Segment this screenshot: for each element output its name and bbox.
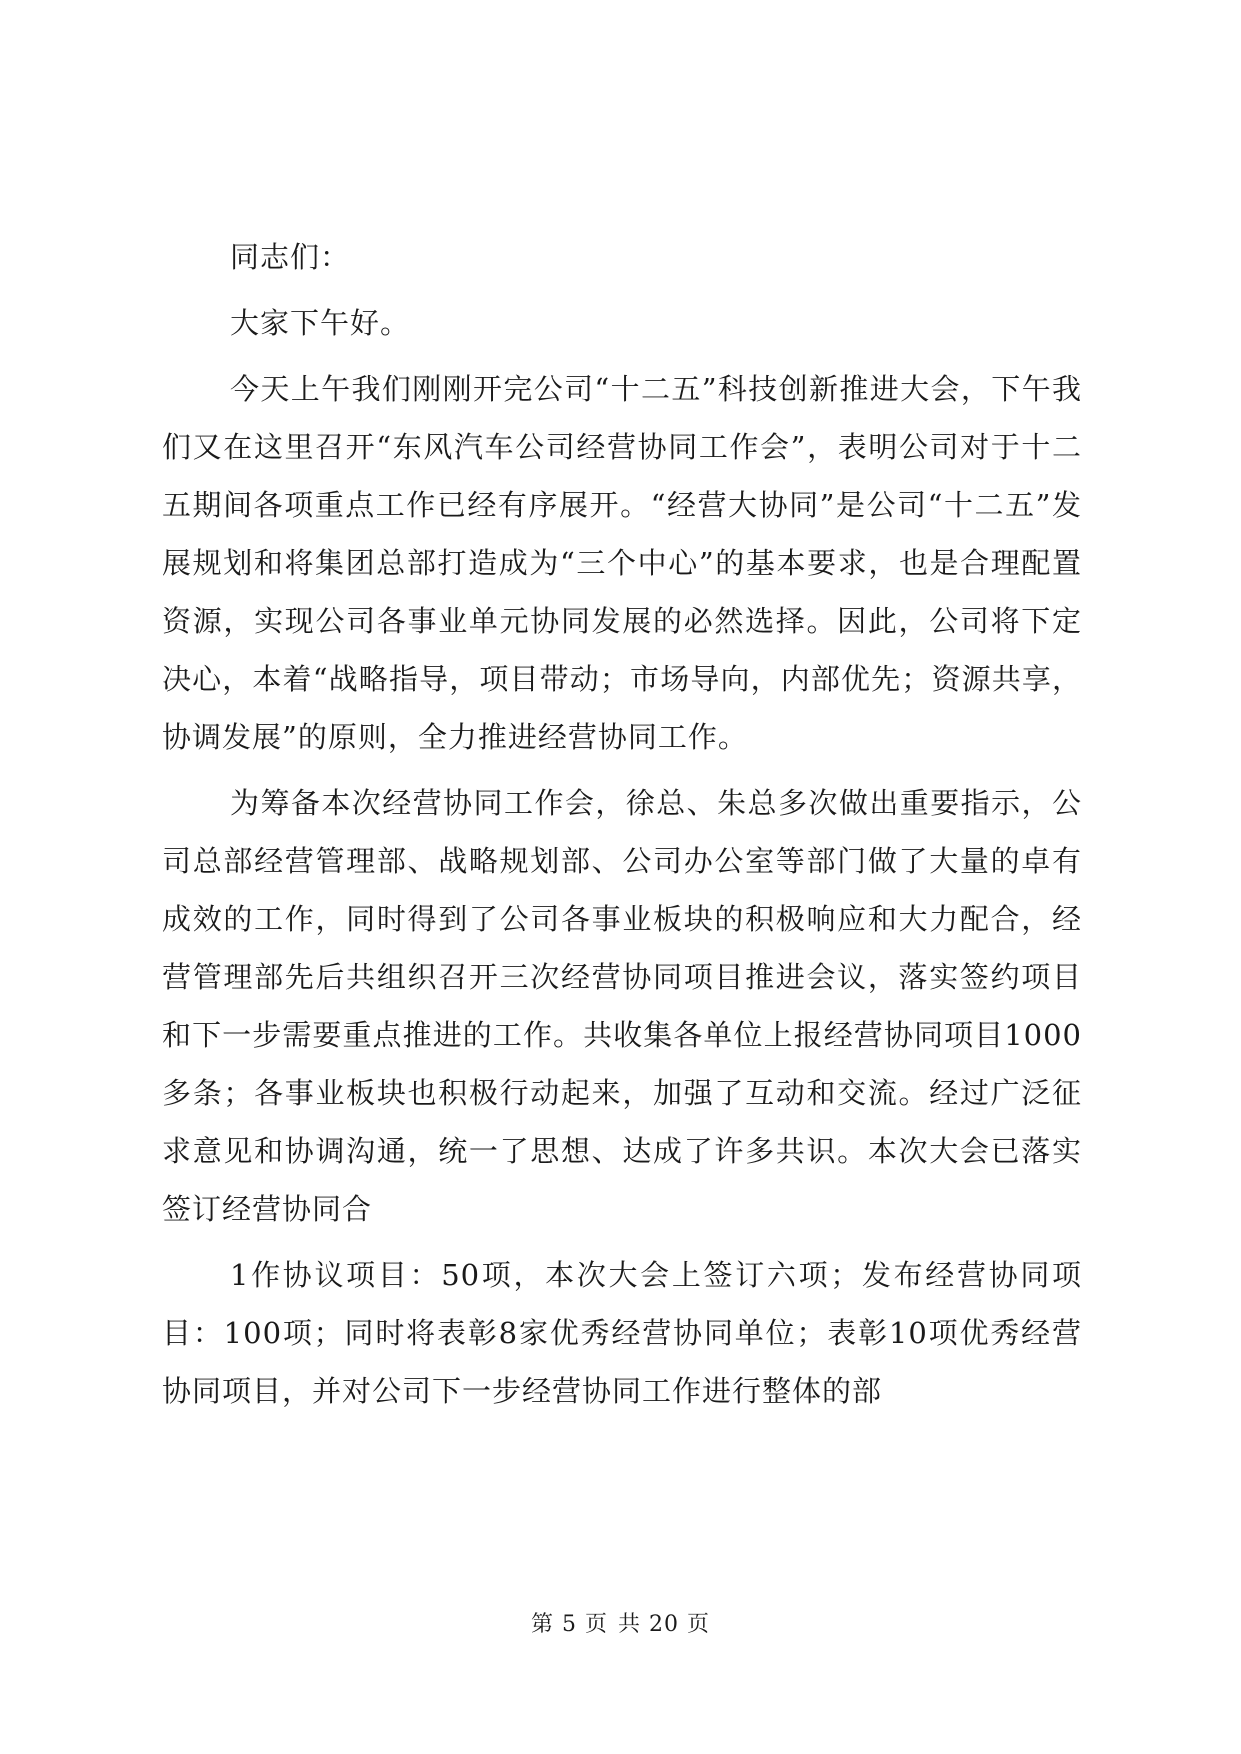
paragraph-preparation: 为筹备本次经营协同工作会，徐总、朱总多次做出重要指示，公司总部经营管理部、战略规划部、公司办公室等部门做了大量的卓有成效的工作，同时得到了公司各事业板块的积极响应和大力配合，经营管理部先后共组织召开三次经营协同项目推进会议，落实签约项目和下一步需要重点推进的工作。共收集各单位上报经营协同项目1000多条；各事业板块也积极行动起来，加强了互动和交流。经过广泛征求意见和协调沟通，统一了思想、达成了许多共识。本次大会已落实签订经营协同合 <box>162 786 1082 1226</box>
page-total: 共 20 页 <box>618 1612 710 1637</box>
document-body <box>162 228 1082 1420</box>
greeting: 大家下午好。 <box>230 306 411 340</box>
page-footer <box>0 1607 1241 1638</box>
paragraph-intro: 今天上午我们刚刚开完公司“十二五”科技创新推进大会，下午我们又在这里召开“东风汽车公司经营协同工作会”，表明公司对于十二五期间各项重点工作已经有序展开。“经营大协同”是公司“十二五”发展规划和将集团总部打造成为“三个中心”的基本要求，也是合理配置资源，实现公司各事业单元协同发展的必然选择。因此，公司将下定决心，本着“战略指导，项目带动；市场导向，内部优先；资源共享，协调发展”的原则，全力推进经营协同工作。 <box>162 372 1082 754</box>
paragraph-agreements: 1作协议项目：50项，本次大会上签订六项；发布经营协同项目：100项；同时将表彰8家优秀经营协同单位；表彰10项优秀经营协同项目，并对公司下一步经营协同工作进行整体的部 <box>162 1258 1082 1408</box>
page-number: 第 5 页 <box>531 1612 608 1637</box>
salutation: 同志们： <box>230 240 351 274</box>
